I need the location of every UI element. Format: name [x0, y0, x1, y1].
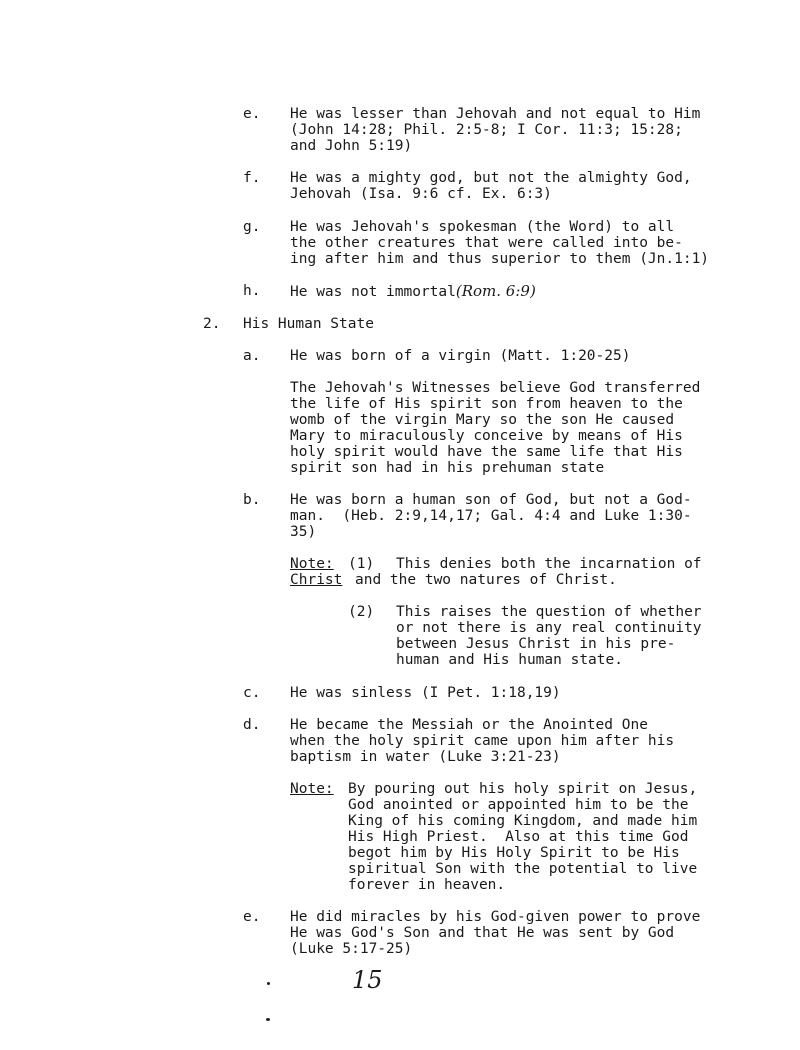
- note-number: (2): [348, 604, 375, 620]
- note-text: or not there is any real continuity: [396, 620, 702, 636]
- item-label: c.: [243, 685, 261, 701]
- item-text: He was God's Son and that He was sent by God: [290, 925, 675, 941]
- paragraph-line: holy spirit would have the same life that His: [290, 444, 683, 460]
- note-text: between Jesus Christ in his pre-: [396, 636, 676, 652]
- section-title: His Human State: [243, 316, 374, 332]
- item-text: the other creatures that were called into be-: [290, 235, 683, 251]
- item-text: (Luke 5:17-25): [290, 941, 413, 957]
- stray-mark: [267, 982, 270, 985]
- note-text: human and His human state.: [396, 652, 623, 668]
- item-text: (John 14:28; Phil. 2:5-8; I Cor. 11:3; 15:28;: [290, 122, 683, 138]
- item-text: He became the Messiah or the Anointed One: [290, 717, 648, 733]
- item-label: g.: [243, 219, 261, 235]
- item-text: baptism in water (Luke 3:21-23): [290, 749, 561, 765]
- section-number: 2.: [203, 316, 221, 332]
- note-underlined-word: Christ: [290, 572, 343, 588]
- item-text: He was sinless (I Pet. 1:18,19): [290, 685, 561, 701]
- note-text: and the two natures of Christ.: [355, 572, 617, 588]
- note-text: forever in heaven.: [348, 877, 506, 893]
- item-text: He was lesser than Jehovah and not equal to Him: [290, 106, 701, 122]
- item-label: d.: [243, 717, 261, 733]
- item-text: He did miracles by his God-given power to prove: [290, 909, 701, 925]
- stray-mark: [266, 1018, 270, 1021]
- item-label: a.: [243, 348, 261, 364]
- item-text: ing after him and thus superior to them (Jn.1:1): [290, 251, 710, 267]
- note-text: By pouring out his holy spirit on Jesus,: [348, 781, 698, 797]
- item-text: [290, 283, 536, 300]
- paragraph-line: womb of the virgin Mary so the son He caused: [290, 412, 675, 428]
- note-text: King of his coming Kingdom, and made him: [348, 813, 698, 829]
- item-text: and John 5:19): [290, 138, 413, 154]
- paragraph-line: Mary to miraculously conceive by means of His: [290, 428, 683, 444]
- item-text: He was born of a virgin (Matt. 1:20-25): [290, 348, 631, 364]
- paragraph-line: the life of His spirit son from heaven to the: [290, 396, 683, 412]
- item-label: e.: [243, 909, 261, 925]
- item-label: b.: [243, 492, 261, 508]
- handwritten-annotation: (Rom. 6:9): [455, 282, 536, 300]
- item-label: f.: [243, 170, 261, 186]
- item-text: He was Jehovah's spokesman (the Word) to all: [290, 219, 675, 235]
- item-h-text: He was not immortal: [290, 284, 456, 300]
- note-text: This raises the question of whether: [396, 604, 702, 620]
- item-text: He was a mighty god, but not the almighty God,: [290, 170, 692, 186]
- note-text: God anointed or appointed him to be the: [348, 797, 689, 813]
- item-label: h.: [243, 283, 261, 299]
- note-text: This denies both the incarnation of: [396, 556, 702, 572]
- item-text: when the holy spirit came upon him after his: [290, 733, 675, 749]
- note-label: Note:: [290, 556, 334, 572]
- item-text: He was born a human son of God, but not a God-: [290, 492, 692, 508]
- item-label: e.: [243, 106, 261, 122]
- item-text: Jehovah (Isa. 9:6 cf. Ex. 6:3): [290, 186, 552, 202]
- note-number: (1): [348, 556, 375, 572]
- item-text: 35): [290, 524, 317, 540]
- note-label: Note:: [290, 781, 334, 797]
- note-text: His High Priest. Also at this time God: [348, 829, 689, 845]
- item-text: man. (Heb. 2:9,14,17; Gal. 4:4 and Luke 1:30-: [290, 508, 692, 524]
- page-number: 15: [352, 966, 383, 994]
- paragraph-line: spirit son had in his prehuman state: [290, 460, 605, 476]
- paragraph-line: The Jehovah's Witnesses believe God transferred: [290, 380, 701, 396]
- note-text: begot him by His Holy Spirit to be His: [348, 845, 680, 861]
- note-text: spiritual Son with the potential to live: [348, 861, 698, 877]
